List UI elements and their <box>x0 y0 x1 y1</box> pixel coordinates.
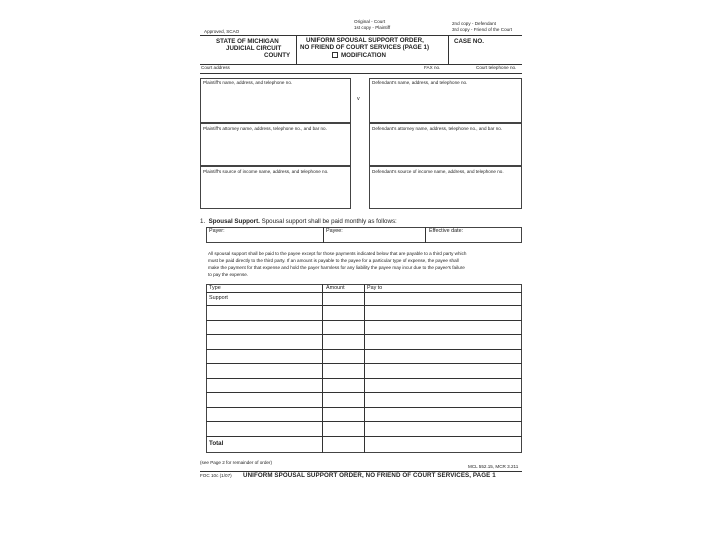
copy-original: Original - Court <box>354 19 386 24</box>
plaintiff-income-label: Plaintiff's source of income name, address, and telephone no. <box>203 169 329 174</box>
table-header-amount: Amount <box>326 285 345 291</box>
defendant-income-label: Defendant's source of income name, address, and telephone no. <box>372 169 504 174</box>
table-header-pay-to: Pay to <box>367 285 383 291</box>
payer-field[interactable]: Payer: <box>209 228 225 234</box>
payee-field[interactable]: Payee: <box>326 228 343 234</box>
section1-heading: 1. Spousal Support. Spousal support shall be paid monthly as follows: <box>200 218 397 225</box>
versus-label: v <box>357 96 360 102</box>
form-id: FOC 10c (1/07) <box>200 473 232 478</box>
effective-date-field[interactable]: Effective date: <box>429 228 464 234</box>
table-row: Support <box>209 295 228 301</box>
support-paragraph-line1: All spousal support shall be paid to the payee except for those payments indicated below that are payable to a third party which <box>208 251 467 256</box>
copy-defendant: 2nd copy - Defendant <box>452 21 496 26</box>
defendant-income-box[interactable] <box>369 166 522 209</box>
plaintiff-name-label: Plaintiff's name, address, and telephone no. <box>203 80 293 85</box>
form-title-line1: UNIFORM SPOUSAL SUPPORT ORDER, <box>306 37 424 44</box>
support-paragraph-line3: make the payment for that expense and hold the payer harmless for any liability the payee may incur due to the payee's failure <box>208 265 465 270</box>
court-phone-label: Court telephone no. <box>476 65 517 70</box>
modification-checkbox[interactable] <box>332 52 338 58</box>
county-label: COUNTY <box>264 52 291 59</box>
approved-label: Approved, SCAO <box>204 29 240 34</box>
footer-form-title: UNIFORM SPOUSAL SUPPORT ORDER, NO FRIEND OF COURT SERVICES, PAGE 1 <box>243 472 496 479</box>
see-page-2-note: (see Page 2 for remainder of order) <box>200 460 273 465</box>
support-paragraph-line2: must be paid directly to the third party. If an amount is payable to the payee for a particular type of expense, the payee shall <box>208 258 459 263</box>
copy-plaintiff: 1st copy - Plaintiff <box>354 25 391 30</box>
case-no-label: CASE NO. <box>454 38 484 45</box>
defendant-attorney-label: Defendant's attorney name, address, telephone no., and bar no. <box>372 126 503 131</box>
table-total-label: Total <box>209 440 224 447</box>
defendant-name-box[interactable] <box>369 78 522 123</box>
plaintiff-attorney-box[interactable] <box>200 123 351 166</box>
state-of-michigan: STATE OF MICHIGAN <box>216 38 279 45</box>
defendant-attorney-box[interactable] <box>369 123 522 166</box>
court-address-label: Court address <box>201 65 230 70</box>
mcl-reference: MCL 552.15, MCR 3.211 <box>468 464 519 469</box>
modification-option[interactable]: MODIFICATION <box>332 52 386 59</box>
defendant-name-label: Defendant's name, address, and telephone no. <box>372 80 468 85</box>
table-header-type: Type <box>209 285 221 291</box>
fax-label: FAX no. <box>424 65 441 70</box>
plaintiff-income-box[interactable] <box>200 166 351 209</box>
judicial-circuit: JUDICIAL CIRCUIT <box>226 45 282 52</box>
plaintiff-name-box[interactable] <box>200 78 351 123</box>
payer-payee-row <box>206 227 522 243</box>
copy-foc: 3rd copy - Friend of the Court <box>452 27 513 32</box>
form-title-line2: NO FRIEND OF COURT SERVICES (PAGE 1) <box>300 44 430 51</box>
support-paragraph-line4: to pay the expense. <box>208 272 249 277</box>
plaintiff-attorney-label: Plaintiff's attorney name, address, telephone no., and bar no. <box>203 126 327 131</box>
